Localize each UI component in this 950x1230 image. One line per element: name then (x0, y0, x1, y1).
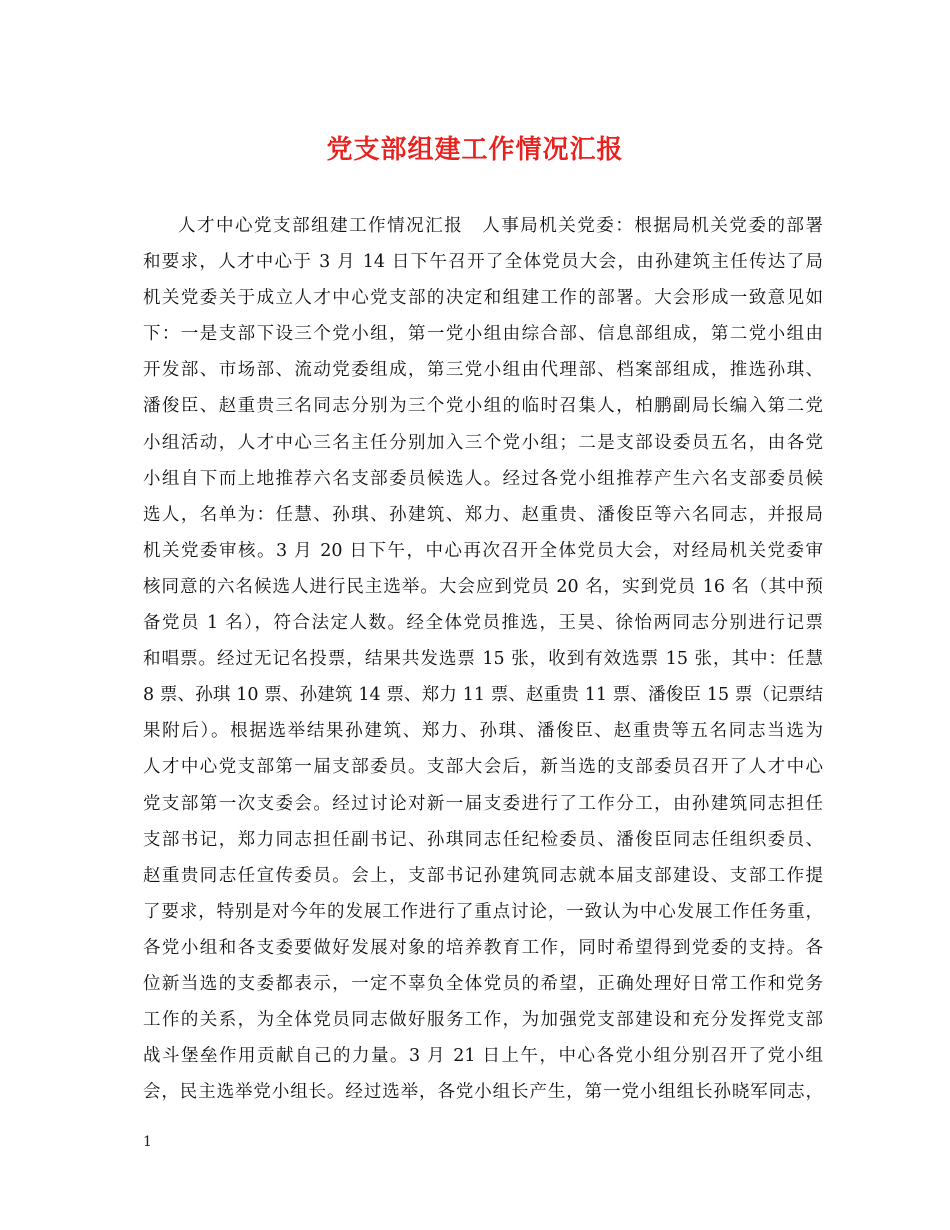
text-line: 赵重贵同志任宣传委员。会上，支部书记孙建筑同志就本届支部建设、支部工作提 (143, 865, 823, 886)
text-line: 战斗堡垒作用贡献自己的力量。3 月 21 日上午，中心各党小组分别召开了党小组 (143, 1046, 823, 1067)
text-line: 机关党委审核。3 月 20 日下午，中心再次召开全体党员大会，对经局机关党委审 (143, 540, 823, 561)
text-line: 各党小组和各支委要做好发展对象的培养教育工作，同时希望得到党委的支持。各 (143, 937, 823, 958)
text-line: 工作的关系，为全体党员同志做好服务工作，为加强党支部建设和充分发挥党支部 (143, 1010, 823, 1031)
text-line: 备党员 1 名），符合法定人数。经全体党员推选，王昊、徐怡两同志分别进行记票 (143, 613, 823, 634)
text-line: 和唱票。经过无记名投票，结果共发选票 15 张，收到有效选票 15 张，其中：任慧 (143, 649, 823, 670)
text-line: 人才中心党支部组建工作情况汇报 人事局机关党委：根据局机关党委的部署 (178, 216, 823, 236)
text-line: 选人，名单为：任慧、孙琪、孙建筑、郑力、赵重贵、潘俊臣等六名同志，并报局 (143, 504, 823, 525)
document-title: 党支部组建工作情况汇报 (326, 135, 624, 165)
text-line: 潘俊臣、赵重贵三名同志分别为三个党小组的临时召集人，柏鹏副局长编入第二党 (143, 396, 823, 417)
body-paragraph (143, 208, 823, 1110)
text-line: 支部书记，郑力同志担任副书记、孙琪同志任纪检委员、潘俊臣同志任组织委员、 (143, 829, 823, 850)
text-line: 果附后）。根据选举结果孙建筑、郑力、孙琪、潘俊臣、赵重贵等五名同志当选为 (143, 721, 823, 742)
text-line: 人才中心党支部第一届支部委员。支部大会后，新当选的支部委员召开了人才中心 (143, 757, 823, 778)
text-line: 和要求，人才中心于 3 月 14 日下午召开了全体党员大会，由孙建筑主任传达了局 (143, 252, 823, 273)
text-line: 会，民主选举党小组长。经过选举，各党小组长产生，第一党小组组长孙晓军同志， (143, 1082, 823, 1103)
text-line: 了要求，特别是对今年的发展工作进行了重点讨论，一致认为中心发展工作任务重， (143, 901, 823, 922)
text-line: 小组自下而上地推荐六名支部委员候选人。经过各党小组推荐产生六名支部委员候 (143, 468, 823, 489)
text-line: 位新当选的支委都表示，一定不辜负全体党员的希望，正确处理好日常工作和党务 (143, 973, 823, 994)
text-line: 8 票、孙琪 10 票、孙建筑 14 票、郑力 11 票、赵重贵 11 票、潘俊臣 15 票（记票结 (143, 685, 823, 706)
text-line: 下：一是支部下设三个党小组，第一党小组由综合部、信息部组成，第二党小组由 (143, 324, 823, 345)
text-line: 党支部第一次支委会。经过讨论对新一届支委进行了工作分工，由孙建筑同志担任 (143, 793, 823, 814)
text-line: 开发部、市场部、流动党委组成，第三党小组由代理部、档案部组成，推选孙琪、 (143, 360, 823, 381)
page-number: 1 (143, 1134, 152, 1150)
text-line: 机关党委关于成立人才中心党支部的决定和组建工作的部署。大会形成一致意见如 (143, 288, 823, 309)
text-line: 核同意的六名候选人进行民主选举。大会应到党员 20 名，实到党员 16 名（其中预 (143, 576, 823, 597)
text-line: 小组活动，人才中心三名主任分别加入三个党小组；二是支部设委员五名，由各党 (143, 432, 823, 453)
